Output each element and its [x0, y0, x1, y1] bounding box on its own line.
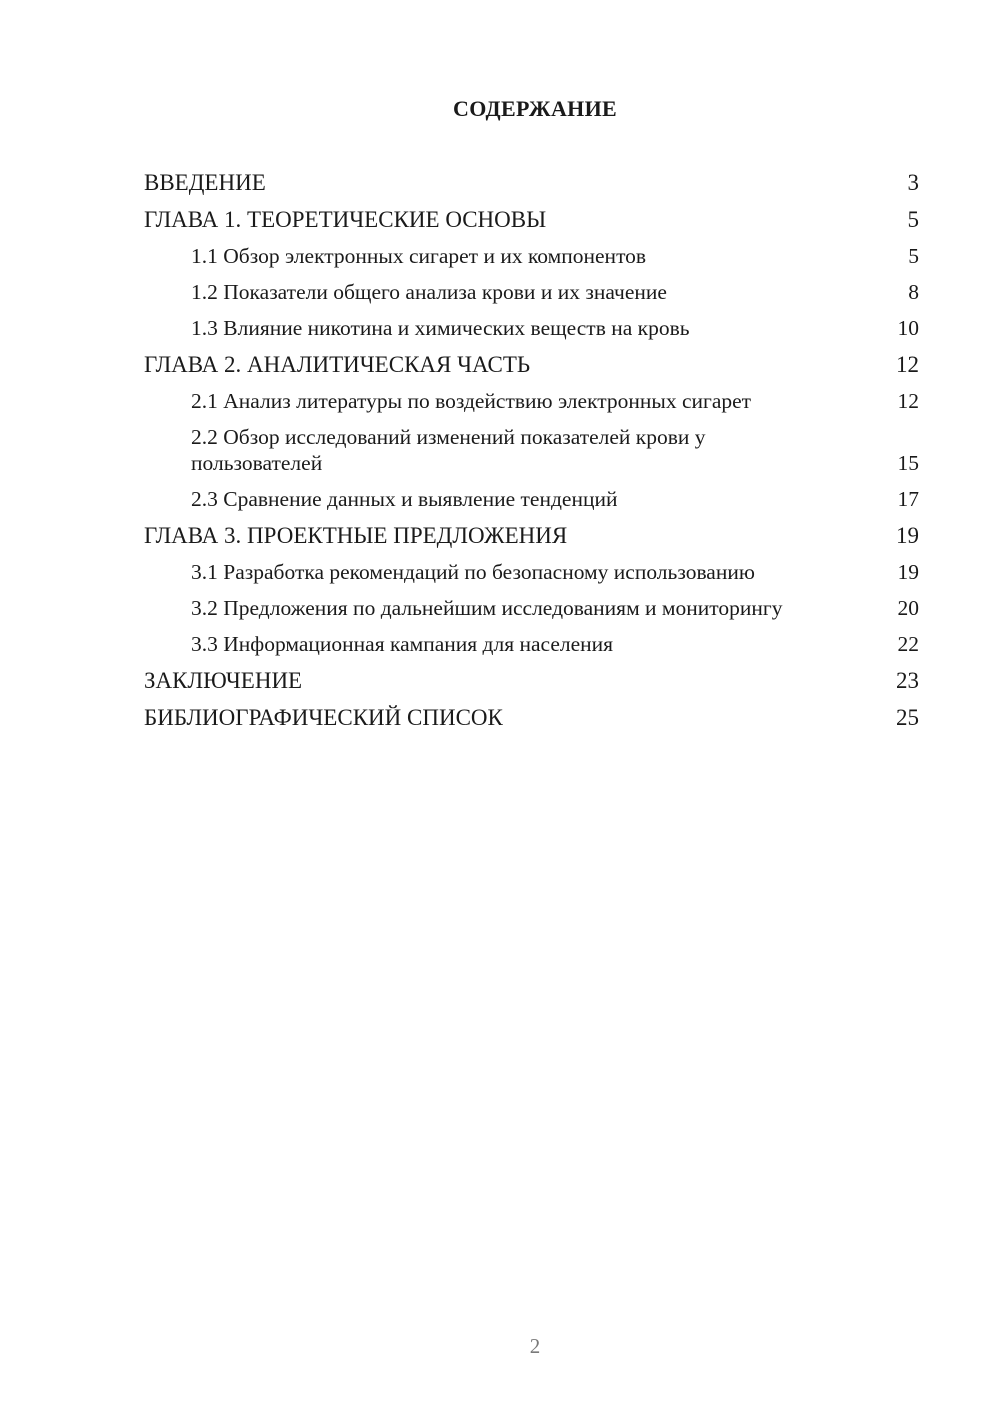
toc-entry-title: 3.1 Разработка рекомендаций по безопасному использованию: [191, 560, 755, 584]
toc-entry-page: 25: [896, 705, 919, 730]
toc-entry-title: 1.1 Обзор электронных сигарет и их компонентов: [191, 244, 647, 268]
toc-entry-title: 2.2 Обзор исследований изменений показателей крови у пользователей: [191, 425, 706, 475]
toc-heading: СОДЕРЖАНИЕ: [453, 96, 617, 121]
toc-entry-page: 22: [897, 632, 919, 656]
toc-entry-page: 20: [897, 596, 919, 620]
toc-entry-page: 3: [907, 170, 919, 195]
toc-entry-page: 23: [896, 668, 919, 693]
toc-entry-page: 5: [907, 207, 919, 232]
toc-entry-title: ЗАКЛЮЧЕНИЕ: [144, 668, 303, 693]
page-number: 2: [529, 1334, 541, 1358]
toc-entry-title: ГЛАВА 2. АНАЛИТИЧЕСКАЯ ЧАСТЬ: [144, 352, 531, 377]
toc-entry-bibliography[interactable]: [144, 704, 919, 731]
toc-entry-title: 3.2 Предложения по дальнейшим исследованиям и мониторингу: [191, 596, 783, 620]
toc-entry-page: 19: [896, 523, 919, 548]
toc-entry-page: 19: [897, 560, 919, 584]
toc-entry-page: 12: [896, 352, 919, 377]
toc-entry-title: БИБЛИОГРАФИЧЕСКИЙ СПИСОК: [144, 705, 503, 730]
toc-entry-title: 1.3 Влияние никотина и химических веществ на кровь: [191, 316, 690, 340]
toc-entry-section-1-2[interactable]: [144, 279, 919, 305]
toc-entry-chapter-2[interactable]: [144, 351, 919, 378]
toc-entry-section-3-2[interactable]: [144, 595, 919, 621]
toc-entry-title: ВВЕДЕНИЕ: [144, 170, 266, 195]
toc-entry-section-1-3[interactable]: [144, 315, 919, 341]
toc-entry-page: 10: [897, 316, 919, 340]
toc-entry-page: 15: [897, 451, 919, 475]
toc-entry-section-2-3[interactable]: [144, 486, 919, 512]
toc-entry-title: 2.1 Анализ литературы по воздействию электронных сигарет: [191, 389, 752, 413]
toc-entry-introduction[interactable]: [144, 169, 919, 196]
toc-entry-title: 1.2 Показатели общего анализа крови и их значение: [191, 280, 667, 304]
toc-entry-title: 3.3 Информационная кампания для населения: [191, 632, 614, 656]
toc-entry-section-1-1[interactable]: [144, 243, 919, 269]
toc-entry-chapter-1[interactable]: [144, 206, 919, 233]
toc-entry-page: 5: [908, 244, 919, 268]
toc-entry-page: 17: [897, 487, 919, 511]
toc-entry-page: 12: [897, 389, 919, 413]
toc-entry-page: 8: [908, 280, 919, 304]
toc-entry-section-2-1[interactable]: [144, 388, 919, 414]
toc-entry-section-3-1[interactable]: [144, 559, 919, 585]
table-of-contents: [144, 169, 919, 741]
toc-entry-title: ГЛАВА 1. ТЕОРЕТИЧЕСКИЕ ОСНОВЫ: [144, 207, 547, 232]
toc-entry-conclusion[interactable]: [144, 667, 919, 694]
toc-entry-title: 2.3 Сравнение данных и выявление тенденций: [191, 487, 618, 511]
toc-entry-section-3-3[interactable]: [144, 631, 919, 657]
toc-entry-title: ГЛАВА 3. ПРОЕКТНЫЕ ПРЕДЛОЖЕНИЯ: [144, 523, 568, 548]
toc-entry-section-2-2[interactable]: [144, 424, 919, 476]
toc-entry-chapter-3[interactable]: [144, 522, 919, 549]
